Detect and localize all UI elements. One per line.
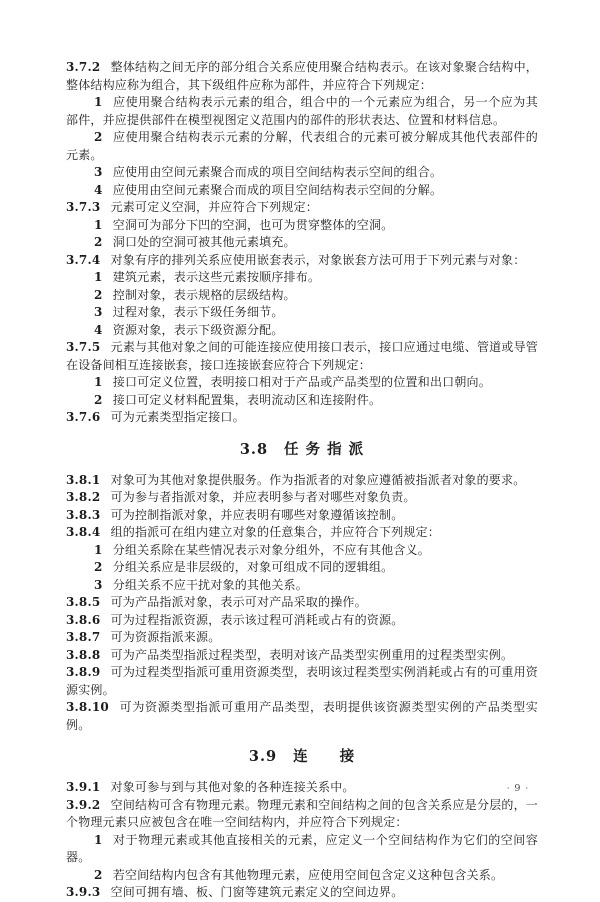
- sub-item: [66, 269, 538, 287]
- sub-item-number: 2: [94, 130, 103, 144]
- clause-number: 3.7.3: [66, 200, 101, 214]
- clause-text: 对象有序的排列关系应使用嵌套表示，对象嵌套方法可用于下列元素与对象：: [110, 252, 526, 267]
- section-heading: [66, 440, 538, 460]
- clause-text: 可为元素类型指定接口。: [110, 410, 245, 424]
- section-heading-number: 3.8: [239, 440, 269, 458]
- sub-item-text: 分组关系应是非层级的，对象可组成不同的逻辑组。: [112, 560, 394, 574]
- clause-text: 整体结构之间无序的部分组合关系应使用聚合结构表示。在该对象聚合结构中，整体结构应称为组合，其下级组件应称为部件，并应符合下列规定：: [66, 60, 538, 92]
- sub-item-text: 应使用聚合结构表示元素的组合，组合中的一个元素应为组合，另一个应为其部件，并应提供部件在模型视图定义范围内的部件的形状表达、位置和材料信息。: [66, 95, 538, 127]
- clause-number: 3.8.6: [66, 612, 101, 627]
- sub-item: [66, 392, 538, 410]
- page-number-right-dot: ·: [525, 784, 530, 793]
- sub-item: [66, 374, 538, 392]
- sub-item-text: 资源对象，表示下级资源分配。: [112, 322, 284, 337]
- clause: [66, 59, 538, 94]
- sub-item: [66, 577, 538, 595]
- clause-number: 3.8.10: [66, 700, 109, 714]
- clause-number: 3.7.4: [66, 252, 101, 267]
- section-heading: [66, 747, 538, 767]
- clause-number: 3.8.9: [66, 665, 101, 679]
- sub-item-text: 控制对象，表示规格的层级结构。: [112, 287, 296, 302]
- sub-item: [66, 542, 538, 560]
- clause-text: 可为产品指派对象，表示可对产品采取的操作。: [110, 595, 367, 609]
- sub-item-text: 空洞可为部分下凹的空洞，也可为贯穿整体的空洞。: [112, 217, 394, 232]
- clause: [66, 594, 538, 612]
- sub-item-text: 分组关系除在某些情况表示对象分组外，不应有其他含义。: [112, 542, 430, 557]
- clause: [66, 629, 538, 647]
- clause-text: 对象可参与到与其他对象的各种连接关系中。: [110, 780, 355, 794]
- clause-text: 可为资源指派来源。: [110, 630, 221, 644]
- sub-item: [66, 322, 538, 340]
- clause-text: 可为参与者指派对象，并应表明参与者对哪些对象负责。: [110, 490, 416, 504]
- clause-number: 3.8.3: [66, 507, 101, 522]
- sub-item-number: 3: [94, 305, 103, 319]
- sub-item-number: 2: [94, 235, 103, 249]
- clause-number: 3.8.5: [66, 595, 101, 609]
- sub-item-text: 过程对象，表示下级任务细节。: [112, 305, 284, 319]
- sub-item-text: 应使用由空间元素聚合而成的项目空间结构表示空间的组合。: [112, 165, 443, 179]
- sub-item: [66, 287, 538, 305]
- sub-item: [66, 94, 538, 129]
- sub-item-number: 1: [94, 95, 103, 109]
- page-number-left-dot: ·: [506, 784, 512, 793]
- clause-text: 元素与其他对象之间的可能连接应使用接口表示，接口应通过电缆、管道或导管在设备间相互连接嵌套，接口连接嵌套应符合下列规定：: [66, 340, 538, 372]
- page-number-value: 9: [514, 783, 523, 794]
- clause: [66, 612, 538, 630]
- clause-text: 组的指派可在组内建立对象的任意集合，并应符合下列规定：: [110, 525, 440, 539]
- clause-number: 3.8.1: [66, 472, 101, 487]
- clause-number: 3.8.8: [66, 647, 101, 662]
- clause-number: 3.8.4: [66, 525, 101, 539]
- sub-item: [66, 164, 538, 182]
- clause: [66, 884, 538, 902]
- section-heading-number: 3.9: [248, 748, 278, 765]
- sub-item-text: 应使用由空间元素聚合而成的项目空间结构表示空间的分解。: [112, 182, 443, 197]
- clause-number: 3.7.5: [66, 340, 101, 354]
- sub-item-text: 应使用聚合结构表示元素的分解，代表组合的元素可被分解成其他代表部件的元素。: [66, 130, 538, 162]
- sub-item: [66, 559, 538, 577]
- sub-item-number: 1: [94, 217, 103, 232]
- clause: [66, 489, 538, 507]
- document-body: [66, 59, 538, 902]
- sub-item-number: 4: [94, 182, 103, 197]
- sub-item-number: 1: [94, 270, 103, 284]
- clause: [66, 699, 538, 734]
- sub-item: [66, 234, 538, 252]
- clause: [66, 507, 538, 525]
- sub-item: [66, 182, 538, 200]
- clause: [66, 409, 538, 427]
- section-heading-title: 连 接: [293, 748, 356, 765]
- sub-item: [66, 832, 538, 867]
- clause-number: 3.9.1: [66, 780, 101, 794]
- sub-item: [66, 867, 538, 885]
- clause-text: 可为过程类型指派可重用资源类型，表明该过程类型实例消耗或占有的可重用资源实例。: [66, 665, 538, 697]
- clause-text: 可为资源类型指派可重用产品类型，表明提供该资源类型实例的产品类型实例。: [66, 700, 538, 732]
- clause-number: 3.8.7: [66, 630, 101, 644]
- sub-item-number: 2: [94, 867, 103, 882]
- sub-item: [66, 217, 538, 235]
- clause: [66, 797, 538, 832]
- sub-item-number: 1: [94, 542, 103, 557]
- clause-number: 3.7.6: [66, 410, 101, 424]
- sub-item-number: 4: [94, 322, 103, 337]
- clause: [66, 647, 538, 665]
- sub-item-number: 2: [94, 287, 103, 302]
- clause-text: 可为产品类型指派过程类型，表明对该产品类型实例重用的过程类型实例。: [110, 647, 514, 662]
- sub-item-text: 接口可定义材料配置集，表明流动区和连接附件。: [112, 392, 382, 407]
- sub-item-number: 2: [94, 392, 103, 407]
- clause-text: 可为过程指派资源，表示该过程可消耗或占有的资源。: [110, 612, 404, 627]
- sub-item-number: 3: [94, 577, 103, 592]
- clause: [66, 339, 538, 374]
- sub-item-text: 对于物理元素或其他直接相关的元素，应定义一个空间结构作为它们的空间容器。: [66, 832, 538, 864]
- clause-text: 空间可拥有墙、板、门窗等建筑元素定义的空间边界。: [110, 885, 404, 899]
- clause-text: 可为控制指派对象，并应表明有哪些对象遵循该控制。: [110, 507, 404, 522]
- clause-number: 3.8.2: [66, 490, 101, 504]
- clause: [66, 779, 538, 797]
- clause: [66, 472, 538, 490]
- clause: [66, 199, 538, 217]
- sub-item-number: 1: [94, 832, 103, 847]
- sub-item-text: 接口可定义位置，表明接口相对于产品或产品类型的位置和出口朝向。: [112, 375, 491, 389]
- section-heading-title: 任 务 指 派: [284, 440, 365, 458]
- clause-text: 对象可为其他对象提供服务。作为指派者的对象应遵循被指派者对象的要求。: [110, 472, 526, 487]
- sub-item: [66, 129, 538, 164]
- sub-item-text: 分组关系不应干扰对象的其他关系。: [112, 577, 308, 592]
- clause-text: 元素可定义空洞，并应符合下列规定：: [110, 200, 318, 214]
- clause-number: 3.9.2: [66, 797, 101, 812]
- sub-item-text: 若空间结构内包含有其他物理元素，应使用空间包含定义这种包含关系。: [112, 867, 504, 882]
- clause: [66, 664, 538, 699]
- clause-number: 3.7.2: [66, 60, 101, 74]
- clause: [66, 252, 538, 270]
- sub-item-number: 1: [94, 375, 103, 389]
- page-number: [507, 783, 530, 794]
- sub-item: [66, 304, 538, 322]
- clause-text: 空间结构可含有物理元素。物理元素和空间结构之间的包含关系应是分层的，一个物理元素只应被包含在唯一空间结构内，并应符合下列规定：: [66, 797, 538, 829]
- sub-item-text: 建筑元素，表示这些元素按顺序排布。: [112, 270, 321, 284]
- clause-number: 3.9.3: [66, 885, 101, 899]
- sub-item-text: 洞口处的空洞可被其他元素填充。: [112, 235, 296, 249]
- clause: [66, 524, 538, 542]
- sub-item-number: 3: [94, 165, 103, 179]
- sub-item-number: 2: [94, 560, 103, 574]
